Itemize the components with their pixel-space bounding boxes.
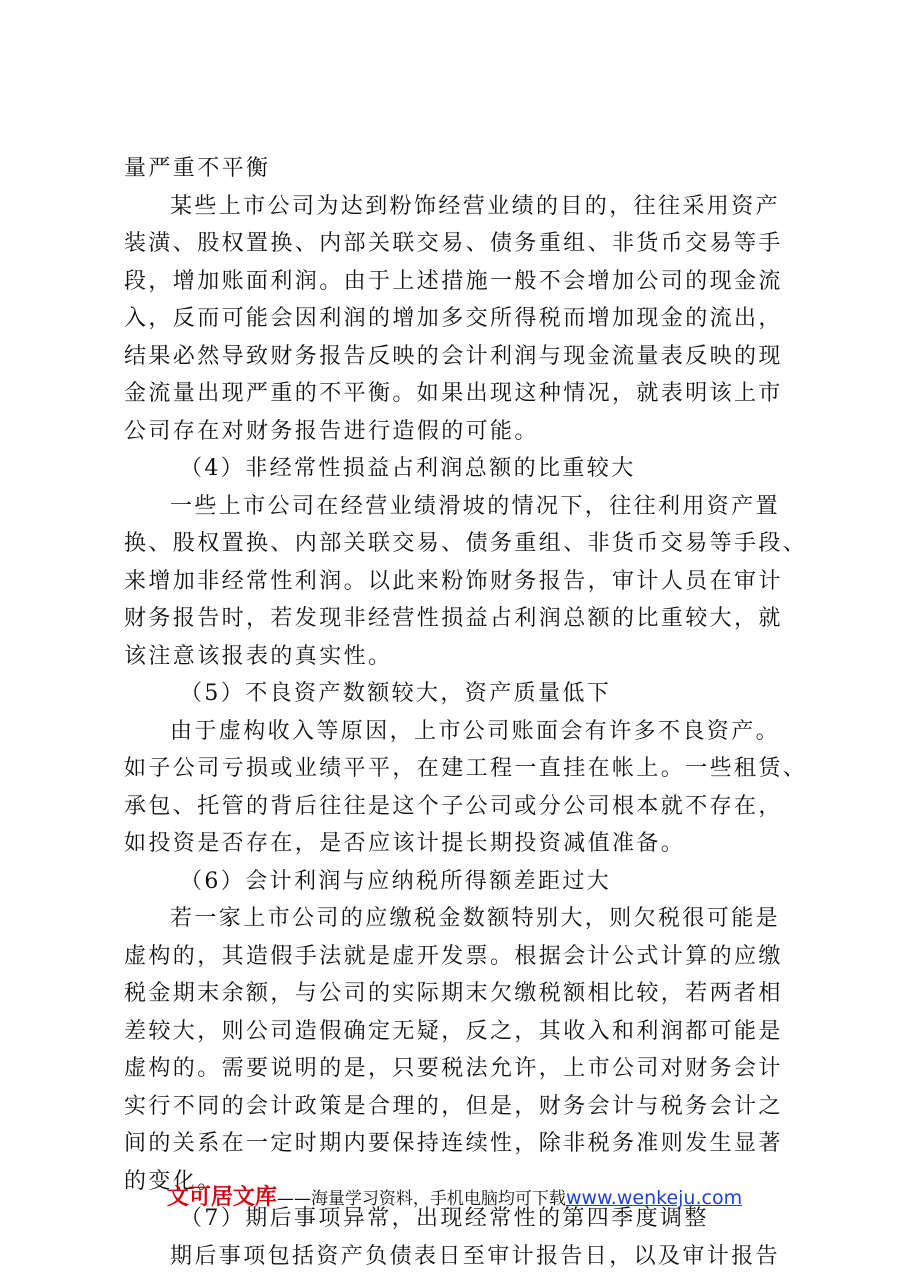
- text-line: 如投资是否存在，是否应该计提长期投资减值准备。: [124, 831, 686, 856]
- text-line: 承包、托管的背后往往是这个子公司或分公司根本就不存在，: [124, 793, 783, 819]
- text-line: 的变化。: [124, 1168, 222, 1194]
- text-line: 虚构的。需要说明的是，只要税法允许，上市公司对财务会计: [124, 1056, 783, 1081]
- brand-name: 文可居文库: [166, 1185, 277, 1210]
- text-line: 结果必然导致财务报告反映的会计利润与现金流量表反映的现: [124, 343, 783, 369]
- text-line: 量严重不平衡: [124, 156, 271, 181]
- paragraph-first-line: 某些上市公司为达到粉饰经营业绩的目的，往往采用资产: [170, 193, 781, 219]
- section-heading: （5）不良资产数额较大，资产质量低下: [180, 681, 612, 706]
- paragraph-first-line: 一些上市公司在经营业绩滑坡的情况下，往往利用资产置: [170, 493, 781, 519]
- text-line: 段，增加账面利润。由于上述措施一般不会增加公司的现金流: [124, 268, 783, 294]
- text-line: 金流量出现严重的不平衡。如果出现这种情况，就表明该上市: [124, 381, 783, 406]
- text-line: 税金期末余额，与公司的实际期末欠缴税额相比较，若两者相: [124, 981, 783, 1006]
- section-heading: （6）会计利润与应纳税所得额差距过大: [180, 868, 612, 894]
- text-line: 虚构的，其造假手法就是虚开发票。根据会计公式计算的应缴: [124, 943, 783, 969]
- text-line: 实行不同的会计政策是合理的，但是，财务会计与税务会计之: [124, 1093, 783, 1119]
- text-line: 如子公司亏损或业绩平平，在建工程一直挂在帐上。一些租赁、: [124, 756, 808, 781]
- paragraph-first-line: 若一家上市公司的应缴税金数额特别大，则欠税很可能是: [170, 906, 781, 931]
- website-link[interactable]: www.wenkeju.com: [565, 1187, 743, 1209]
- document-body: [124, 150, 808, 1275]
- section-heading: （4）非经常性损益占利润总额的比重较大: [180, 456, 636, 481]
- text-line: 换、股权置换、内部关联交易、债务重组、非货币交易等手段、: [124, 531, 808, 556]
- text-line: 差较大，则公司造假确定无疑，反之，其收入和利润都可能是: [124, 1018, 783, 1044]
- text-line: 该注意该报表的真实性。: [124, 643, 393, 669]
- text-line: 间的关系在一定时期内要保持连续性，除非税务准则发生显著: [124, 1131, 783, 1156]
- text-line: 装潢、股权置换、内部关联交易、债务重组、非货币交易等手: [124, 231, 783, 256]
- footer-banner: [0, 1180, 909, 1211]
- footer-slogan: ——海量学习资料，手机电脑均可下载: [276, 1189, 566, 1209]
- text-line: 入，反而可能会因利润的增加多交所得税而增加现金的流出，: [124, 306, 783, 331]
- section-heading: （7）期后事项异常，出现经常性的第四季度调整: [180, 1206, 709, 1231]
- paragraph-first-line: 期后事项包括资产负债表日至审计报告日，以及审计报告: [170, 1243, 781, 1269]
- text-line: 公司存在对财务报告进行造假的可能。: [124, 418, 539, 444]
- text-line: 财务报告时，若发现非经营性损益占利润总额的比重较大，就: [124, 606, 783, 631]
- text-line: 来增加非经常性利润。以此来粉饰财务报告，审计人员在审计: [124, 568, 783, 594]
- paragraph-first-line: 由于虚构收入等原因，上市公司账面会有许多不良资产。: [170, 718, 781, 744]
